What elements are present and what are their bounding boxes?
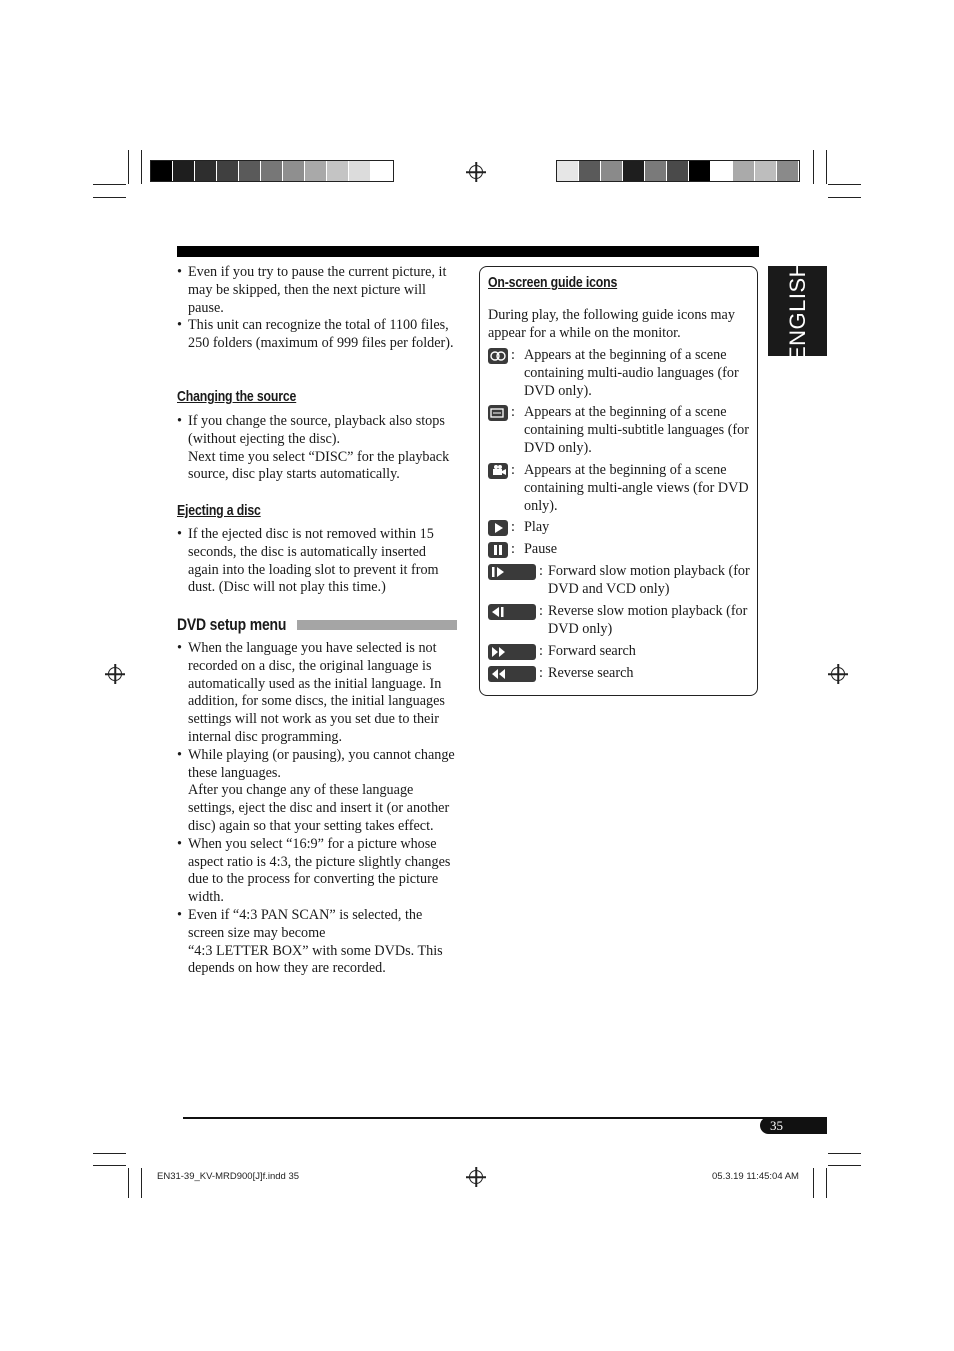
list-item: • While playing (or pausing), you cannot change these languages. After you change any of these language settings, eject the disc and insert it (or another disc) again so that your setting takes effect. [177,747,459,836]
heading-guide-icons: On-screen guide icons [488,274,618,291]
color-swatch [645,161,667,181]
guide-icon-description: Pause [524,541,558,557]
list-item: • Even if you try to pause the current picture, it may be skipped, then the next picture will pause. [177,264,459,317]
guide-icon-description: Forward search [548,643,636,659]
color-swatch [711,161,733,181]
intro-bullets [177,264,459,353]
header-rule [177,246,759,257]
guide-icon-description: Appears at the beginning of a scene containing multi-audio languages (for DVD only). [524,347,739,399]
guide-icon-description: Play [524,519,550,535]
guide-icon-description: Reverse search [548,665,634,681]
language-tab [768,260,827,362]
guide-icon-description: Appears at the beginning of a scene containing multi-angle views (for DVD only). [524,462,749,514]
color-swatch [623,161,645,181]
color-swatch [755,161,777,181]
play-icon [488,520,508,536]
guide-icon-description: Appears at the beginning of a scene containing multi-subtitle languages (for DVD only). [524,404,749,456]
color-swatch [283,161,305,181]
color-swatch [579,161,601,181]
color-calibration-bar-left [150,160,394,182]
registration-mark-left [108,667,122,681]
color-swatch [195,161,217,181]
separator-colon: : [539,603,543,619]
page-number: 35 [760,1117,827,1134]
separator-colon: : [511,347,515,363]
color-swatch [239,161,261,181]
color-swatch [601,161,623,181]
pause-icon [488,542,508,558]
color-swatch [151,161,173,181]
color-swatch [557,161,579,181]
separator-colon: : [511,519,515,535]
list-item: • If you change the source, playback also stops (without ejecting the disc). Next time you select “DISC” for the playback source, disc play starts automatically. [177,413,459,484]
guide-icon-description: Reverse slow motion playback (for DVD only) [548,603,748,637]
registration-mark-top [469,165,483,179]
guide-intro: During play, the following guide icons may appear for a while on the monitor. [488,307,735,341]
separator-colon: : [539,563,543,579]
color-swatch [371,161,393,181]
heading-ejecting-disc: Ejecting a disc [177,502,261,519]
heading-rule-bar [297,620,457,630]
dvd-setup-section [177,640,459,978]
color-swatch [777,161,799,181]
color-swatch [349,161,371,181]
separator-colon: : [539,665,543,681]
separator-colon: : [511,541,515,557]
color-swatch [733,161,755,181]
registration-mark-right [831,667,845,681]
footer-timestamp: 05.3.19 11:45:04 AM [712,1171,799,1182]
color-swatch [217,161,239,181]
multi-angle-icon [488,463,508,479]
reverse-search-icon [488,666,536,682]
guide-icon-description: Forward slow motion playback (for DVD and VCD only) [548,563,750,597]
separator-colon: : [539,643,543,659]
ejecting-section [177,526,459,597]
forward-search-icon [488,644,536,660]
list-item: • If the ejected disc is not removed within 15 seconds, the disc is automatically inserted again into the loading slot to prevent it from dust. (Disc will not play this time.) [177,526,459,597]
separator-colon: : [511,404,515,420]
forward-slow-icon [488,564,536,580]
color-swatch [305,161,327,181]
multi-subtitle-icon [488,405,508,421]
left-column [177,264,459,353]
color-swatch [327,161,349,181]
color-swatch [667,161,689,181]
language-tab-label: ENGLISH [784,260,810,362]
footer-rule [183,1117,827,1119]
color-swatch [689,161,711,181]
color-swatch [173,161,195,181]
footer-file-name: EN31-39_KV-MRD900[J]f.indd 35 [157,1171,300,1182]
list-item: • When you select “16:9” for a picture whose aspect ratio is 4:3, the picture slightly changes due to the process for converting the picture width. [177,836,459,907]
reverse-slow-icon [488,604,536,620]
multi-audio-icon [488,348,508,364]
heading-changing-source: Changing the source [177,388,297,405]
color-swatch [261,161,283,181]
color-calibration-bar-right [556,160,800,182]
changing-source-section [177,413,459,484]
separator-colon: : [511,462,515,478]
registration-mark-bottom [469,1170,483,1184]
heading-dvd-setup: DVD setup menu [177,615,287,634]
list-item: • When the language you have selected is not recorded on a disc, the original language is automatically used as the initial language. In addition, for some discs, the initial languages settings will not work as you set due to their internal disc programming. [177,640,459,747]
list-item: • Even if “4:3 PAN SCAN” is selected, the screen size may become “4:3 LETTER BOX” with some DVDs. This depends on how they are recorded. [177,907,459,978]
list-item: • This unit can recognize the total of 1100 files, 250 folders (maximum of 999 files per folder). [177,317,459,353]
